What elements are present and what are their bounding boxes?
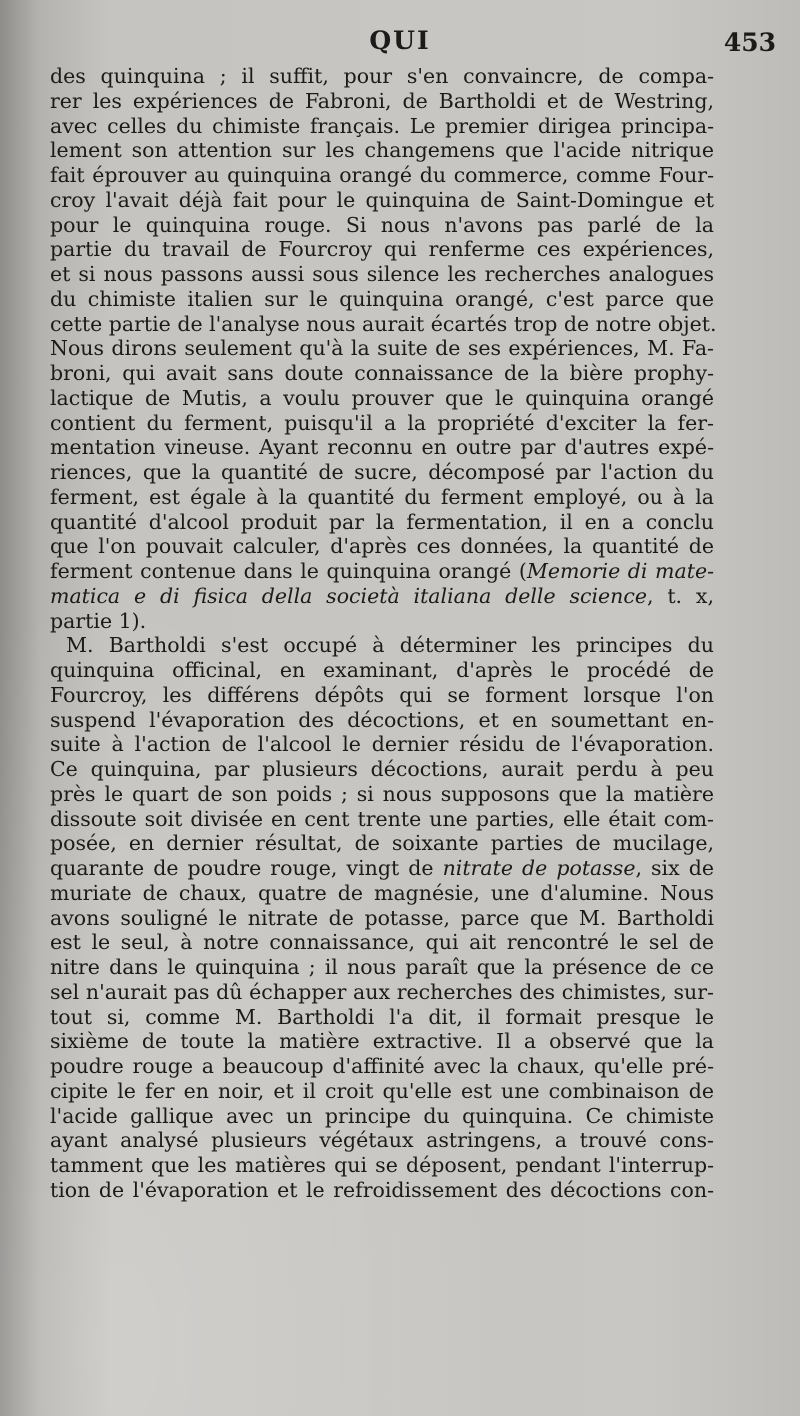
text-line: ferment, est égale à la quantité du ferment employé, ou à la (50, 484, 714, 509)
text-line: partie du travail de Fourcroy qui renferme ces expériences, (50, 237, 714, 262)
text-line: Nous dirons seulement qu'à la suite de ses expériences, M. Fa- (50, 336, 714, 361)
text-line: l'acide gallique avec un principe du quinquina. Ce chimiste (50, 1103, 714, 1128)
text-line: que l'on pouvait calculer, d'après ces données, la quantité de (50, 534, 714, 559)
text-line: est le seul, à notre connaissance, qui ait rencontré le sel de (50, 930, 714, 955)
text-line: Ce quinquina, par plusieurs décoctions, aurait perdu à peu (50, 757, 714, 781)
text-line: avons souligné le nitrate de potasse, parce que M. Bartholdi (50, 905, 714, 930)
text-line: posée, en dernier résultat, de soixante parties de mucilage, (50, 831, 714, 856)
body-text (50, 64, 717, 1203)
page-header (0, 26, 800, 66)
text-line: rer les expériences de Fabroni, de Bartholdi et de Westring, (50, 88, 714, 113)
text-line: broni, qui avait sans doute connaissance de la bière prophy- (50, 361, 714, 385)
text-line: dissoute soit divisée en cent trente une parties, elle était com- (50, 806, 714, 831)
text-line: quantité d'alcool produit par la fermentation, il en a conclu (50, 509, 714, 534)
text-line: sel n'aurait pas dû échapper aux recherches des chimistes, sur- (50, 979, 714, 1004)
journal-title-italic: Memorie di mate- (526, 559, 715, 583)
journal-title-italic: matica e di fisica della società italiana delle science (50, 583, 647, 608)
text-line: ayant analysé plusieurs végétaux astringens, a trouvé cons- (50, 1128, 714, 1153)
text-line-emphasis (50, 856, 714, 881)
running-head: QUI (369, 26, 431, 55)
text-line: tamment que les matières qui se déposent, pendant l'interrup- (50, 1153, 714, 1177)
text-line: suite à l'action de l'alcool le dernier résidu de l'évaporation. (50, 732, 714, 757)
text-line: cipite le fer en noir, et il croit qu'elle est une combinaison de (50, 1078, 714, 1103)
nitrate-italic: nitrate de potasse (442, 856, 636, 880)
text-line: contient du ferment, puisqu'il a la propriété d'exciter la fer- (50, 410, 714, 435)
text-line: mentation vineuse. Ayant reconnu en outre par d'autres expé- (50, 435, 714, 460)
text-line: partie 1). (50, 608, 147, 633)
paragraph-start-line: M. Bartholdi s'est occupé à déterminer les principes du (66, 633, 714, 658)
text-line: lement son attention sur les changemens que l'acide nitrique (50, 138, 714, 163)
text-line: et si nous passons aussi sous silence les recherches analogues (50, 262, 714, 286)
text-line: tion de l'évaporation et le refroidissement des décoctions con- (50, 1177, 714, 1202)
text-line: du chimiste italien sur le quinquina orangé, c'est parce que (50, 286, 714, 311)
text-line: cette partie de l'analyse nous aurait écartés trop de notre objet. (50, 311, 717, 336)
text-line: lactique de Mutis, a voulu prouver que le quinquina orangé (50, 385, 714, 410)
text-line: pour le quinquina rouge. Si nous n'avons pas parlé de la (50, 212, 714, 237)
text-line: Fourcroy, les différens dépôts qui se forment lorsque l'on (50, 682, 714, 707)
text-line: sixième de toute la matière extractive. Il a observé que la (50, 1029, 714, 1054)
text-line-citation (50, 584, 714, 609)
text-line: quinquina officinal, en examinant, d'après le procédé de (50, 658, 714, 682)
text-line: près le quart de son poids ; si nous supposons que la matière (50, 781, 714, 806)
text-segment: ferment contenue dans le quinquina orangé ( (50, 559, 527, 583)
text-segment: , t. x, (646, 583, 714, 608)
text-line: croy l'avait déjà fait pour le quinquina de Saint-Domingue et (50, 187, 714, 212)
text-line: fait éprouver au quinquina orangé du commerce, comme Four- (50, 163, 714, 187)
text-segment: quarante de poudre rouge, vingt de (50, 856, 443, 880)
text-line: tout si, comme M. Bartholdi l'a dit, il formait presque le (50, 1004, 714, 1029)
text-line: des quinquina ; il suffit, pour s'en convaincre, de compa- (50, 64, 714, 88)
text-segment: , six de (635, 856, 714, 880)
text-line: muriate de chaux, quatre de magnésie, une d'alumine. Nous (50, 880, 714, 905)
text-line: suspend l'évaporation des décoctions, et en soumettant en- (50, 707, 714, 732)
text-line: nitre dans le quinquina ; il nous paraît que la présence de ce (50, 955, 714, 979)
text-line: avec celles du chimiste français. Le premier dirigea principa- (50, 113, 714, 138)
text-line: poudre rouge a beaucoup d'affinité avec la chaux, qu'elle pré- (50, 1054, 714, 1078)
page-number: 453 (723, 28, 776, 57)
text-line: riences, que la quantité de sucre, décomposé par l'action du (50, 460, 714, 484)
text-line-citation (50, 559, 714, 584)
